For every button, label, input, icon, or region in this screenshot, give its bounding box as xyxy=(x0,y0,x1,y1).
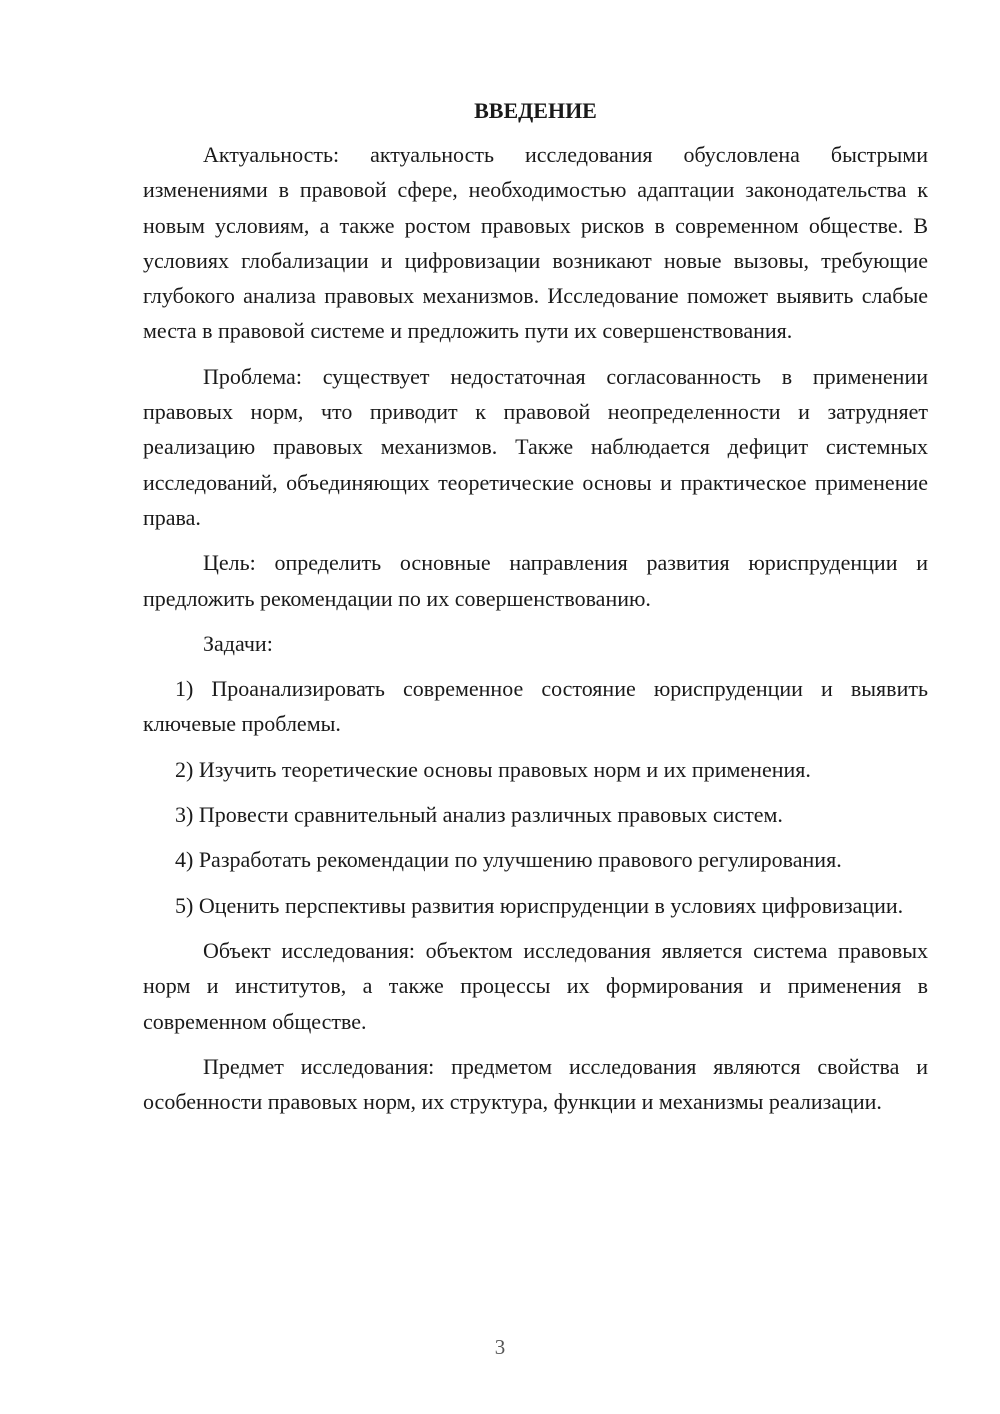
page-number: 3 xyxy=(494,1335,506,1359)
paragraph-subject: Предмет исследования: предметом исследования являются свойства и особенности правовых норм, их структура, функции и механизмы реализации. xyxy=(143,1053,928,1115)
paragraph-object: Объект исследования: объектом исследования является система правовых норм и институтов, а также процессы их формирования и применения в современном обществе. xyxy=(143,937,928,1034)
task-item: 2) Изучить теоретические основы правовых норм и их применения. xyxy=(175,756,811,782)
paragraph-problem: Проблема: существует недостаточная согласованность в применении правовых норм, что приводит к правовой неопределенности и затрудняет реализацию правовых механизмов. Также наблюдается дефицит системных исследований, объединяющих теоретические основы и практическое применение права. xyxy=(143,363,928,530)
task-item: 4) Разработать рекомендации по улучшению правового регулирования. xyxy=(175,847,842,873)
document-page xyxy=(143,95,928,1129)
paragraph-goal: Цель: определить основные направления развития юриспруденции и предложить рекомендации по их совершенствованию. xyxy=(143,550,928,611)
task-item: 5) Оценить перспективы развития юриспруденции в условиях цифровизации. xyxy=(175,892,904,918)
paragraph-relevance: Актуальность: актуальность исследования обусловлена быстрыми изменениями в правовой сфере, необходимостью адаптации законодательства к новым условиям, а также ростом правовых рисков в современном обществе. В условиях глобализации и цифровизации возникают новые вызовы, требующие глубокого анализа правовых механизмов. Исследование поможет выявить слабые места в правовой системе и предложить пути их совершенствования. xyxy=(143,142,928,344)
page-title: ВВЕДЕНИЕ xyxy=(474,98,597,123)
task-item: 1) Проанализировать современное состояние юриспруденции и выявить ключевые проблемы. xyxy=(143,676,928,737)
task-item: 3) Провести сравнительный анализ различных правовых систем. xyxy=(175,802,783,828)
paragraph-tasks-heading: Задачи: xyxy=(203,630,273,656)
